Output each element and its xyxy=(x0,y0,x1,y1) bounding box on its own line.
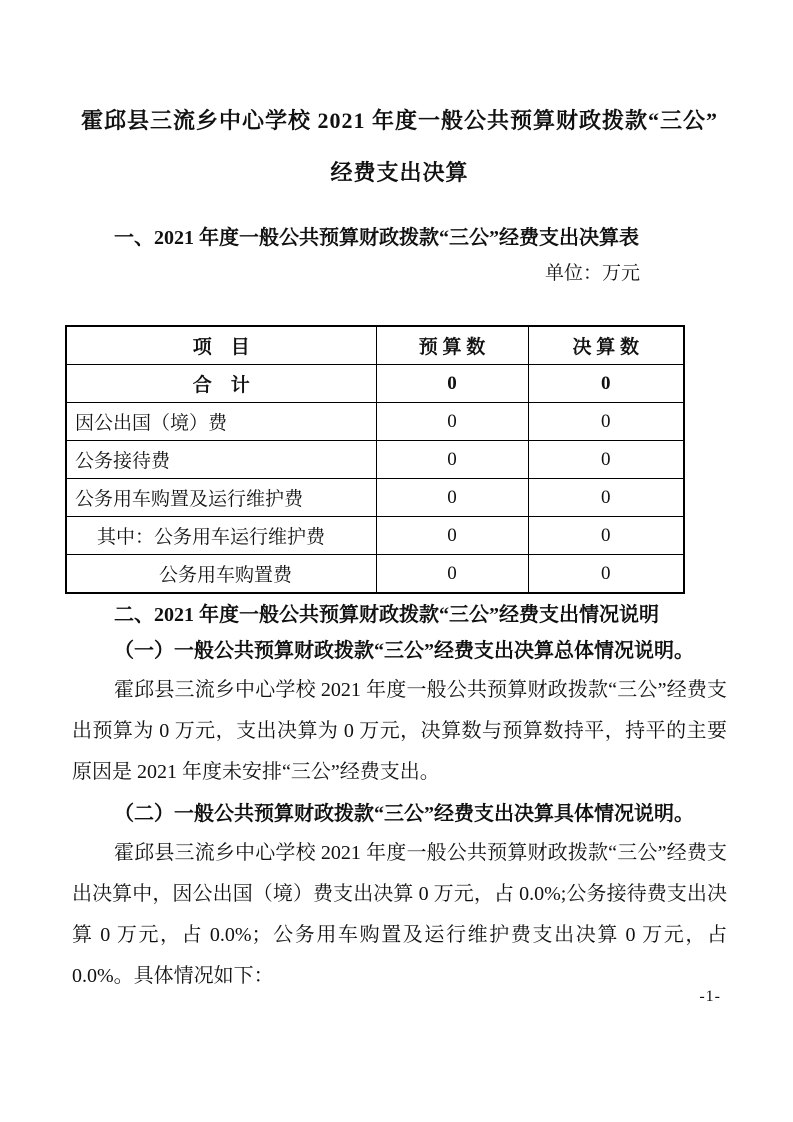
section2-sub1-heading: （一）一般公共预算财政拨款“三公”经费支出决算总体情况说明。 xyxy=(114,640,694,662)
row-vehicle-purchase-budget: 0 xyxy=(376,555,528,594)
column-header-item: 项 目 xyxy=(66,326,376,365)
row-abroad-final: 0 xyxy=(528,403,684,441)
row-vehicle-maintenance-budget: 0 xyxy=(376,517,528,555)
section2-sub2-paragraph: 霍邱县三流乡中心学校 2021 年度一般公共预算财政拨款“三公”经费支出决算中，因公出国（境）费支出决算 0 万元，占 0.0%;公务接待费支出决算 0 万元，占 0.0%；公务用车购置及运行维护费支出决算 0 万元，占 0.0%。具体情况如下： xyxy=(72,842,727,987)
row-vehicle-total-budget: 0 xyxy=(376,479,528,517)
table-row-reception xyxy=(66,441,684,479)
section1-heading: 一、2021 年度一般公共预算财政拨款“三公”经费支出决算表 xyxy=(114,227,639,249)
row-vehicle-purchase-item: 公务用车购置费 xyxy=(66,555,376,594)
row-vehicle-maintenance-item: 其中：公务用车运行维护费 xyxy=(66,517,376,555)
row-vehicle-total-final: 0 xyxy=(528,479,684,517)
row-total-item: 合 计 xyxy=(66,365,376,403)
row-total-final: 0 xyxy=(528,365,684,403)
table-row-abroad xyxy=(66,403,684,441)
row-reception-item: 公务接待费 xyxy=(66,441,376,479)
table-row-vehicle-purchase xyxy=(66,555,684,594)
section2-sub1-paragraph: 霍邱县三流乡中心学校 2021 年度一般公共预算财政拨款“三公”经费支出预算为 0 万元，支出决算为 0 万元，决算数与预算数持平，持平的主要原因是 2021 年度未安排“三公”经费支出。 xyxy=(72,679,727,783)
document-title xyxy=(72,95,727,199)
table-row-vehicle-total xyxy=(66,479,684,517)
row-vehicle-maintenance-final: 0 xyxy=(528,517,684,555)
column-header-budget: 预 算 数 xyxy=(376,326,528,365)
row-total-budget: 0 xyxy=(376,365,528,403)
expenditure-table xyxy=(65,325,685,594)
page-number: -1- xyxy=(699,988,721,1005)
document-title-line-2: 经费支出决算 xyxy=(330,160,469,185)
section2-heading: 二、2021 年度一般公共预算财政拨款“三公”经费支出情况说明 xyxy=(114,604,659,626)
document-title-line-1: 霍邱县三流乡中心学校 2021 年度一般公共预算财政拨款“三公” xyxy=(80,108,718,133)
row-abroad-budget: 0 xyxy=(376,403,528,441)
table-row-total xyxy=(66,365,684,403)
row-vehicle-total-item: 公务用车购置及运行维护费 xyxy=(66,479,376,517)
table-row-vehicle-maintenance xyxy=(66,517,684,555)
column-header-final: 决 算 数 xyxy=(528,326,684,365)
section2-sub2-heading: （二）一般公共预算财政拨款“三公”经费支出决算具体情况说明。 xyxy=(114,803,694,825)
row-reception-final: 0 xyxy=(528,441,684,479)
row-vehicle-purchase-final: 0 xyxy=(528,555,684,594)
table-header-row xyxy=(66,326,684,365)
row-reception-budget: 0 xyxy=(376,441,528,479)
row-abroad-item: 因公出国（境）费 xyxy=(66,403,376,441)
unit-note: 单位：万元 xyxy=(544,263,640,284)
